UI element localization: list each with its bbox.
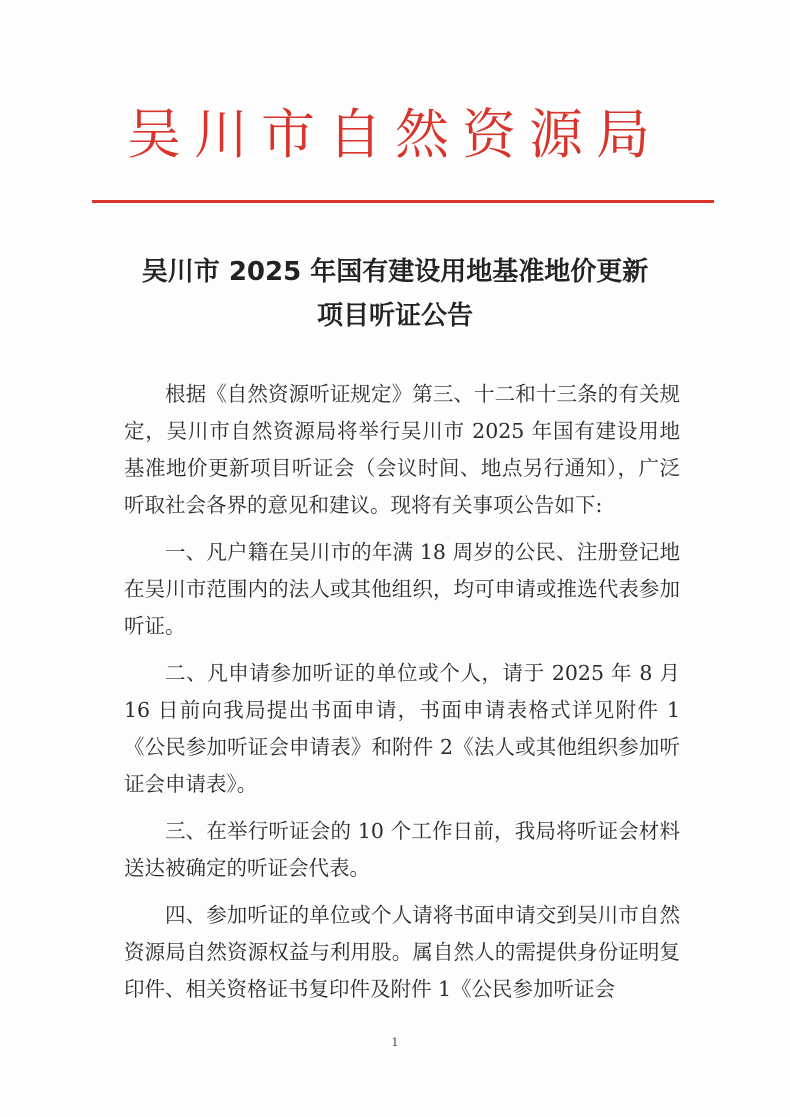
paragraph-item-4: 四、参加听证的单位或个人请将书面申请交到吴川市自然资源局自然资源权益与利用股。属自然人的需提供身份证明复印件、相关资格证书复印件及附件 1《公民参加听证会 [124,903,680,1001]
paragraph-intro: 根据《自然资源听证规定》第三、十二和十三条的有关规定，吴川市自然资源局将举行吴川市 2025 年国有建设用地基准地价更新项目听证会（会议时间、地点另行通知），广泛听取社会各界的意见和建议。现将有关事项公告如下: [124,382,680,517]
page-number: 1 [391,1036,399,1049]
title-line-1: 吴川市 2025 年国有建设用地基准地价更新 [141,257,649,287]
paragraph-item-1: 一、凡户籍在吴川市的年满 18 周岁的公民、注册登记地在吴川市范围内的法人或其他组织，均可申请或推选代表参加听证。 [124,540,680,638]
letterhead-organization: 吴川市自然资源局 [127,103,663,166]
document-title [110,250,680,338]
letterhead-red-rule [92,200,714,203]
document-body [124,376,680,1018]
title-line-2: 项目听证公告 [316,301,473,331]
paragraph-item-2: 二、凡申请参加听证的单位或个人，请于 2025 年 8 月 16 日前向我局提出书面申请，书面申请表格式详见附件 1《公民参加听证会申请表》和附件 2《法人或其他组织参加听证会申请表》。 [124,661,680,796]
paragraph-item-3: 三、在举行听证会的 10 个工作日前，我局将听证会材料送达被确定的听证会代表。 [124,819,680,880]
